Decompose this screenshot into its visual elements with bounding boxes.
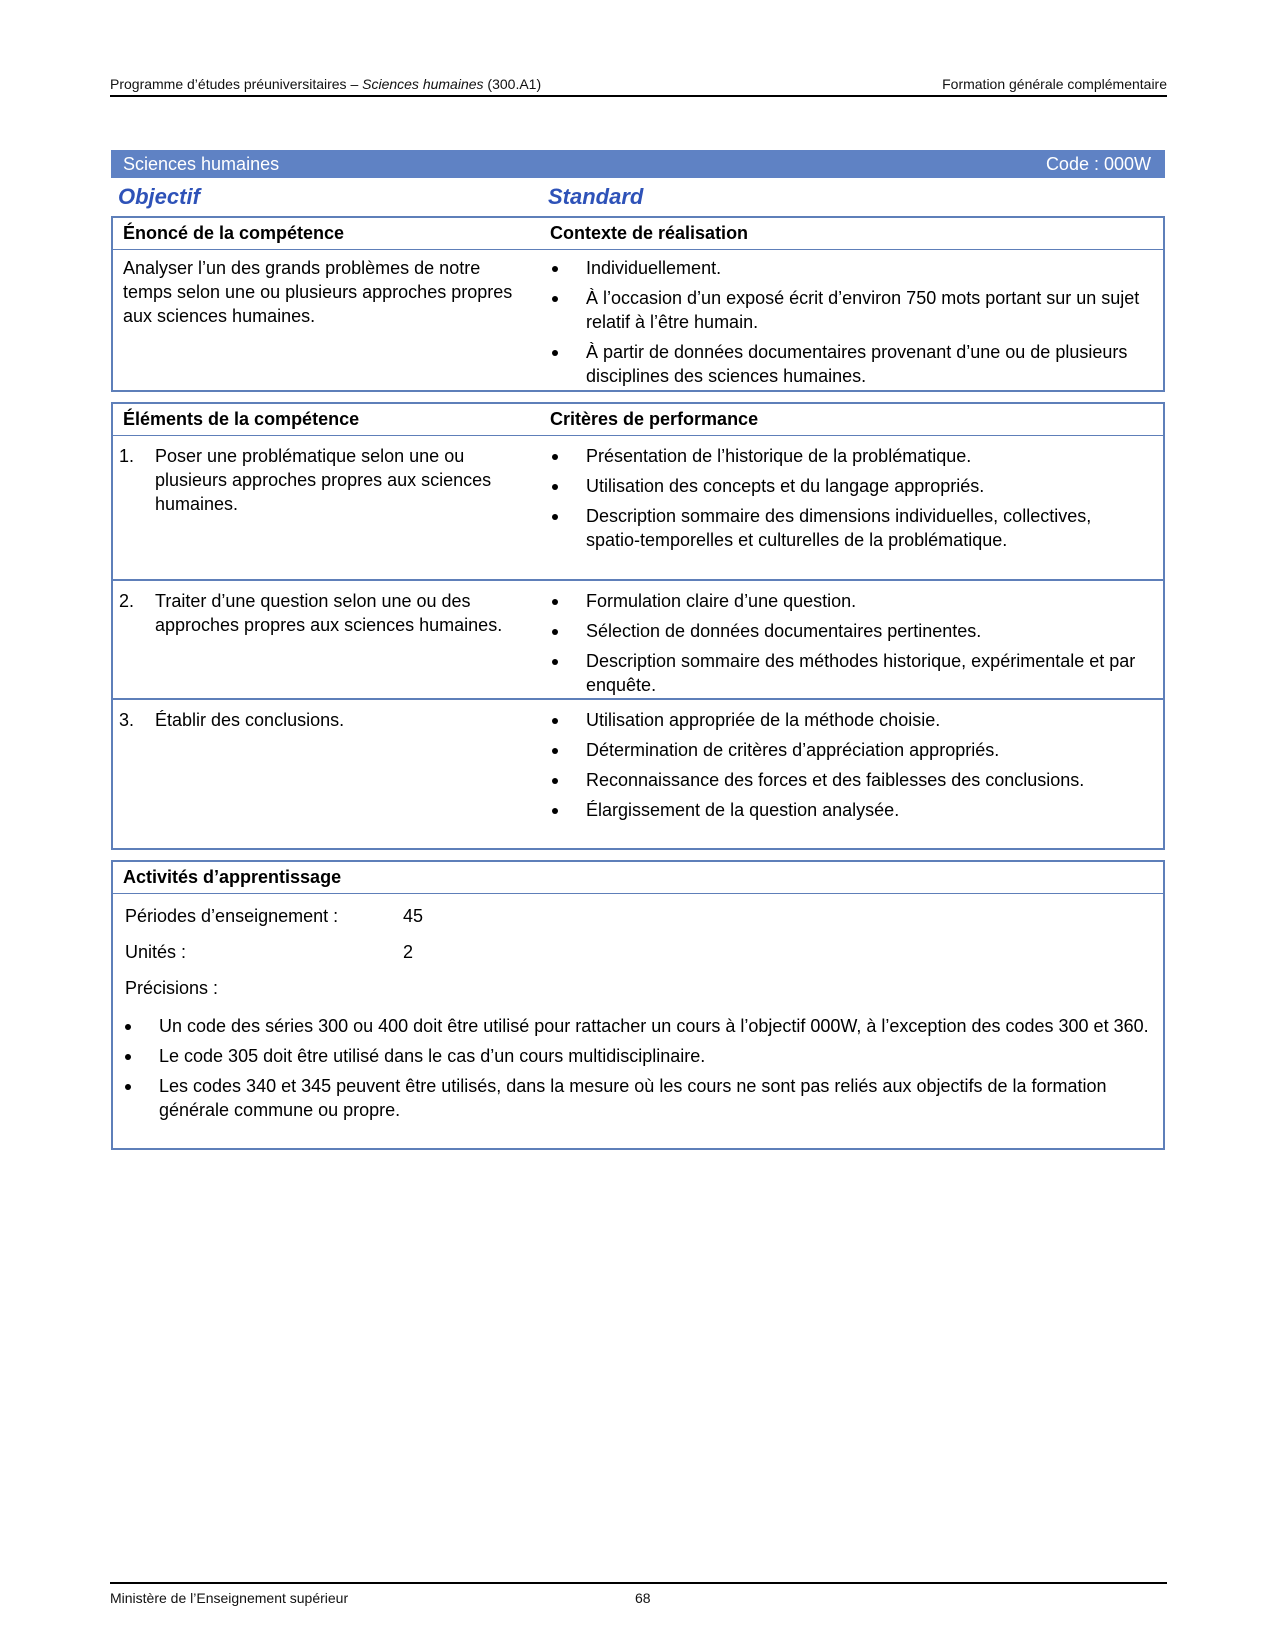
competence-box	[111, 216, 1165, 392]
objective-code: Code : 000W	[1045, 153, 1151, 174]
page-number: 68	[635, 1590, 651, 1606]
criteria-list	[550, 444, 1150, 558]
activities-header	[113, 862, 1163, 894]
list-item: Élargissement de la question analysée.	[550, 798, 1150, 822]
bullet-icon	[552, 808, 558, 814]
context-list	[550, 256, 1150, 394]
activities-heading: Activités d’apprentissage	[123, 867, 342, 887]
discipline-title: Sciences humaines	[123, 153, 280, 174]
footer-ministry: Ministère de l’Enseignement supérieur	[110, 1590, 349, 1606]
list-item: Reconnaissance des forces et des faiblesses des conclusions.	[550, 768, 1150, 792]
header-program-name: Sciences humaines	[362, 76, 484, 92]
competence-statement: Analyser l’un des grands problèmes de notre temps selon une ou plusieurs approches propres aux sciences humaines.	[123, 258, 513, 326]
header-program	[110, 76, 541, 92]
periods-label: Périodes d’enseignement :	[125, 906, 339, 926]
element-number: 2.	[119, 591, 135, 611]
element-number: 3.	[119, 710, 135, 730]
objective-standard-row	[111, 180, 1165, 214]
list-item: Utilisation appropriée de la méthode choisie.	[550, 708, 1150, 732]
criteria-list	[550, 589, 1150, 703]
precisions-label: Précisions :	[125, 978, 219, 998]
element-number: 1.	[119, 446, 135, 466]
competence-statement-heading: Énoncé de la compétence	[123, 223, 345, 243]
bullet-icon	[125, 1024, 131, 1030]
bullet-icon	[552, 454, 558, 460]
precisions-list	[123, 1014, 1153, 1128]
list-item: À l’occasion d’un exposé écrit d’environ 750 mots portant sur un sujet relatif à l’être humain.	[550, 286, 1150, 334]
list-item: Description sommaire des méthodes historique, expérimentale et par enquête.	[550, 649, 1150, 697]
element-row	[113, 436, 1163, 581]
list-item: Description sommaire des dimensions individuelles, collectives, spatio-temporelles et culturelles de la problématique.	[550, 504, 1150, 552]
element-row	[113, 700, 1163, 850]
context-heading: Contexte de réalisation	[550, 223, 749, 243]
element-row	[113, 581, 1163, 700]
bullet-icon	[552, 350, 558, 356]
page-header	[110, 76, 1167, 97]
periods-value: 45	[403, 906, 424, 926]
header-program-prefix: Programme d’études préuniversitaires –	[110, 76, 363, 92]
element-text: Établir des conclusions.	[155, 710, 345, 730]
element-text: Poser une problématique selon une ou plusieurs approches propres aux sciences humaines.	[155, 446, 492, 514]
list-item: Le code 305 doit être utilisé dans le cas d’un cours multidisciplinaire.	[123, 1044, 1153, 1068]
bullet-icon	[552, 514, 558, 520]
header-program-code: (300.A1)	[483, 76, 542, 92]
bullet-icon	[552, 718, 558, 724]
bullet-icon	[552, 748, 558, 754]
bullet-icon	[125, 1084, 131, 1090]
list-item: Sélection de données documentaires pertinentes.	[550, 619, 1150, 643]
list-item: Détermination de critères d’appréciation appropriés.	[550, 738, 1150, 762]
list-item: Formulation claire d’une question.	[550, 589, 1150, 613]
criteria-list	[550, 708, 1150, 828]
list-item: Présentation de l’historique de la problématique.	[550, 444, 1150, 468]
page-footer	[110, 1582, 1167, 1606]
list-item: Utilisation des concepts et du langage appropriés.	[550, 474, 1150, 498]
elements-header	[113, 404, 1163, 436]
list-item: Un code des séries 300 ou 400 doit être utilisé pour rattacher un cours à l’objectif 000W, à l’exception des codes 300 et 360.	[123, 1014, 1153, 1038]
objective-heading: Objectif	[118, 184, 200, 209]
bullet-icon	[552, 659, 558, 665]
title-bar	[111, 150, 1165, 178]
bullet-icon	[552, 629, 558, 635]
bullet-icon	[125, 1054, 131, 1060]
element-text: Traiter d’une question selon une ou des approches propres aux sciences humaines.	[155, 591, 503, 635]
activities-box	[111, 860, 1165, 1150]
units-label: Unités :	[125, 942, 187, 962]
competence-header	[113, 218, 1163, 250]
elements-heading: Éléments de la compétence	[123, 409, 360, 429]
standard-heading: Standard	[548, 184, 644, 209]
list-item: Les codes 340 et 345 peuvent être utilisés, dans la mesure où les cours ne sont pas reliés aux objectifs de la formation générale commune ou propre.	[123, 1074, 1153, 1122]
criteria-heading: Critères de performance	[550, 409, 759, 429]
list-item: Individuellement.	[550, 256, 1150, 280]
list-item: À partir de données documentaires provenant d’une ou de plusieurs disciplines des sciences humaines.	[550, 340, 1150, 388]
bullet-icon	[552, 778, 558, 784]
bullet-icon	[552, 484, 558, 490]
bullet-icon	[552, 599, 558, 605]
header-section: Formation générale complémentaire	[942, 76, 1167, 92]
bullet-icon	[552, 296, 558, 302]
elements-box	[111, 402, 1165, 850]
units-value: 2	[403, 942, 414, 962]
bullet-icon	[552, 266, 558, 272]
